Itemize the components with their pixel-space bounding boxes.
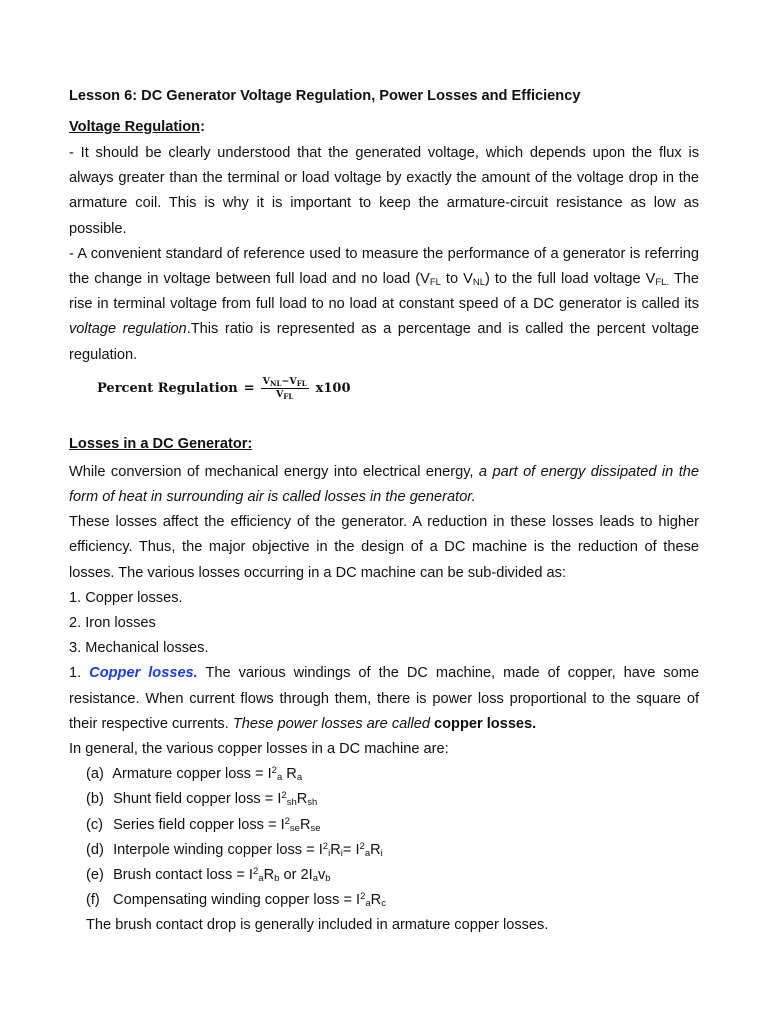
item-b-tag: (b) <box>86 791 104 808</box>
item-c-tail: R <box>299 816 311 833</box>
vr-p2-sub-fl2: FL. <box>655 277 670 289</box>
copper-losses-label: Copper losses. <box>89 665 198 682</box>
formula-numerator <box>261 376 309 389</box>
item-d-tail2: = I <box>342 841 360 858</box>
item-d-tail-sub: i <box>340 847 343 859</box>
voltage-regulation-heading <box>69 117 699 137</box>
item-e-tail2: or 2I <box>279 867 313 884</box>
copper-loss-item-d <box>69 838 699 863</box>
item-c-tail-sub: se <box>310 822 321 834</box>
item-d-tail3-sub: i <box>380 847 383 859</box>
num-sub2: FL <box>296 379 307 389</box>
formula-equals: = <box>243 381 255 397</box>
vr-p2-italic: voltage regulation <box>69 321 187 338</box>
voltage-regulation-heading-text: Voltage Regulation <box>69 119 201 135</box>
item-c-text: Series field copper loss = I <box>113 816 285 833</box>
lesson-title: Lesson 6: DC Generator Voltage Regulation, Power Losses and Efficiency <box>69 88 581 104</box>
copper-loss-item-b <box>69 787 699 812</box>
vr-p2-text-e: .This ratio is represented as a percentage and is called the percent voltage regulation. <box>69 321 699 363</box>
item-d-tag: (d) <box>86 841 104 858</box>
item-e-tail-sub: b <box>274 873 280 885</box>
losses-intro-paragraph <box>69 460 699 510</box>
vr-p2-sub-fl: FL <box>429 277 441 289</box>
vr-p2-sub-nl: NL <box>472 277 485 289</box>
vr-p2-text-b: to V <box>440 271 473 288</box>
item-e-tail3-sub: b <box>325 873 331 885</box>
item-e-tag: (e) <box>86 867 104 884</box>
voltage-regulation-paragraph-1: - It should be clearly understood that the generated voltage, which depends upon the flux is always greater than the terminal or load voltage by exactly the amount of the voltage drop in the armature coil. This is why it is important to keep the armature-circuit resistance as low as possible. <box>69 145 699 237</box>
num-minus: −V <box>281 376 297 388</box>
losses-paragraph-2: These losses affect the efficiency of the generator. A reduction in these losses leads to higher efficiency. Thus, the major objective in the design of a DC machine is the reduction of these losses. The various losses occurring in a DC machine can be sub-divided as: <box>69 514 699 581</box>
brush-contact-note: The brush contact drop is generally included in armature copper losses. <box>86 917 549 934</box>
item-b-tail-sub: sh <box>307 797 318 809</box>
item-d-sub2: a <box>364 847 371 859</box>
formula-label: Percent Regulation <box>97 381 238 397</box>
item-e-tail3: v <box>318 867 326 884</box>
item-c-tag: (c) <box>86 816 104 833</box>
losses-heading-text: Losses in a DC Generator: <box>69 435 253 452</box>
document-page <box>69 86 699 939</box>
num-v1: V <box>262 376 271 388</box>
voltage-regulation-paragraph-2 <box>69 242 699 368</box>
item-b-text: Shunt field copper loss = I <box>113 791 282 808</box>
copper-losses-paragraph <box>69 661 699 737</box>
item-e-sup: 2 <box>253 866 259 878</box>
copper-num: 1. <box>69 665 90 682</box>
loss-type-3: 3. Mechanical losses. <box>69 640 209 657</box>
item-a-text: Armature copper loss = I <box>112 766 272 783</box>
item-f-tag: (f) <box>86 892 100 909</box>
item-e-sub: a <box>258 873 264 885</box>
copper-general-line: In general, the various copper losses in a DC machine are: <box>69 741 449 758</box>
item-d-tail3: R <box>370 841 381 858</box>
item-d-sup2: 2 <box>359 840 365 852</box>
den-sub: FL <box>283 392 294 402</box>
item-a-sup: 2 <box>271 765 277 777</box>
loss-type-1: 1. Copper losses. <box>69 589 183 606</box>
item-b-sup: 2 <box>281 790 287 802</box>
copper-loss-item-c <box>69 813 699 838</box>
item-f-sup: 2 <box>360 891 366 903</box>
formula-multiplier: x100 <box>315 381 351 397</box>
losses-intro-plain: While conversion of mechanical energy into electrical energy, <box>69 463 479 480</box>
losses-heading <box>69 434 699 454</box>
copper-loss-item-a <box>69 762 699 787</box>
copper-text: The various windings of the DC machine, made of copper, have some resistance. When current flows through them, there is power loss proportional to the square of their respective currents. <box>69 665 699 732</box>
copper-loss-item-f <box>69 888 699 913</box>
item-c-sup: 2 <box>284 815 290 827</box>
formula-denominator <box>274 389 295 401</box>
vr-p2-text-c: ) to the full load voltage V <box>484 271 656 288</box>
copper-loss-item-e <box>69 863 699 888</box>
losses-intro-italic: a part of energy dissipated in the form of heat in surrounding air is called losses in the generator. <box>69 463 699 506</box>
item-b-sub: sh <box>286 797 297 809</box>
item-f-sub: a <box>365 898 371 910</box>
item-a-tag: (a) <box>86 766 104 783</box>
item-d-sup: 2 <box>322 840 329 852</box>
item-f-text: Compensating winding copper loss = I <box>109 892 361 909</box>
item-e-sub2: a <box>312 873 318 885</box>
num-sub1: NL <box>270 379 282 389</box>
item-c-sub: se <box>289 822 300 834</box>
copper-italic: These power losses are called <box>232 715 430 732</box>
item-d-text: Interpole winding copper loss = I <box>113 841 323 858</box>
item-d-tail: R <box>330 841 341 858</box>
loss-type-2: 2. Iron losses <box>69 615 156 632</box>
item-a-sub: a <box>276 772 283 784</box>
item-e-tail: R <box>263 867 275 884</box>
copper-bold: copper losses. <box>429 715 537 732</box>
item-b-tail: R <box>296 791 308 808</box>
item-a-tail-sub: a <box>296 772 303 784</box>
item-a-tail: R <box>282 766 297 783</box>
item-f-tail-sub: c <box>381 898 386 910</box>
item-e-text: Brush contact loss = I <box>113 867 253 884</box>
den-v: V <box>276 389 284 401</box>
formula-fraction <box>261 376 309 401</box>
vr-p2-text-d: The rise in terminal voltage from full load to no load at constant speed of a DC generator is called its <box>69 271 699 313</box>
voltage-regulation-heading-colon: : <box>200 119 205 135</box>
percent-regulation-formula <box>69 368 699 410</box>
vr-p2-text-a: - A convenient standard of reference used to measure the performance of a generator is referring the change in voltage between full load and no load (V <box>69 245 699 288</box>
item-f-tail: R <box>370 892 382 909</box>
item-d-sub: i <box>328 847 331 859</box>
